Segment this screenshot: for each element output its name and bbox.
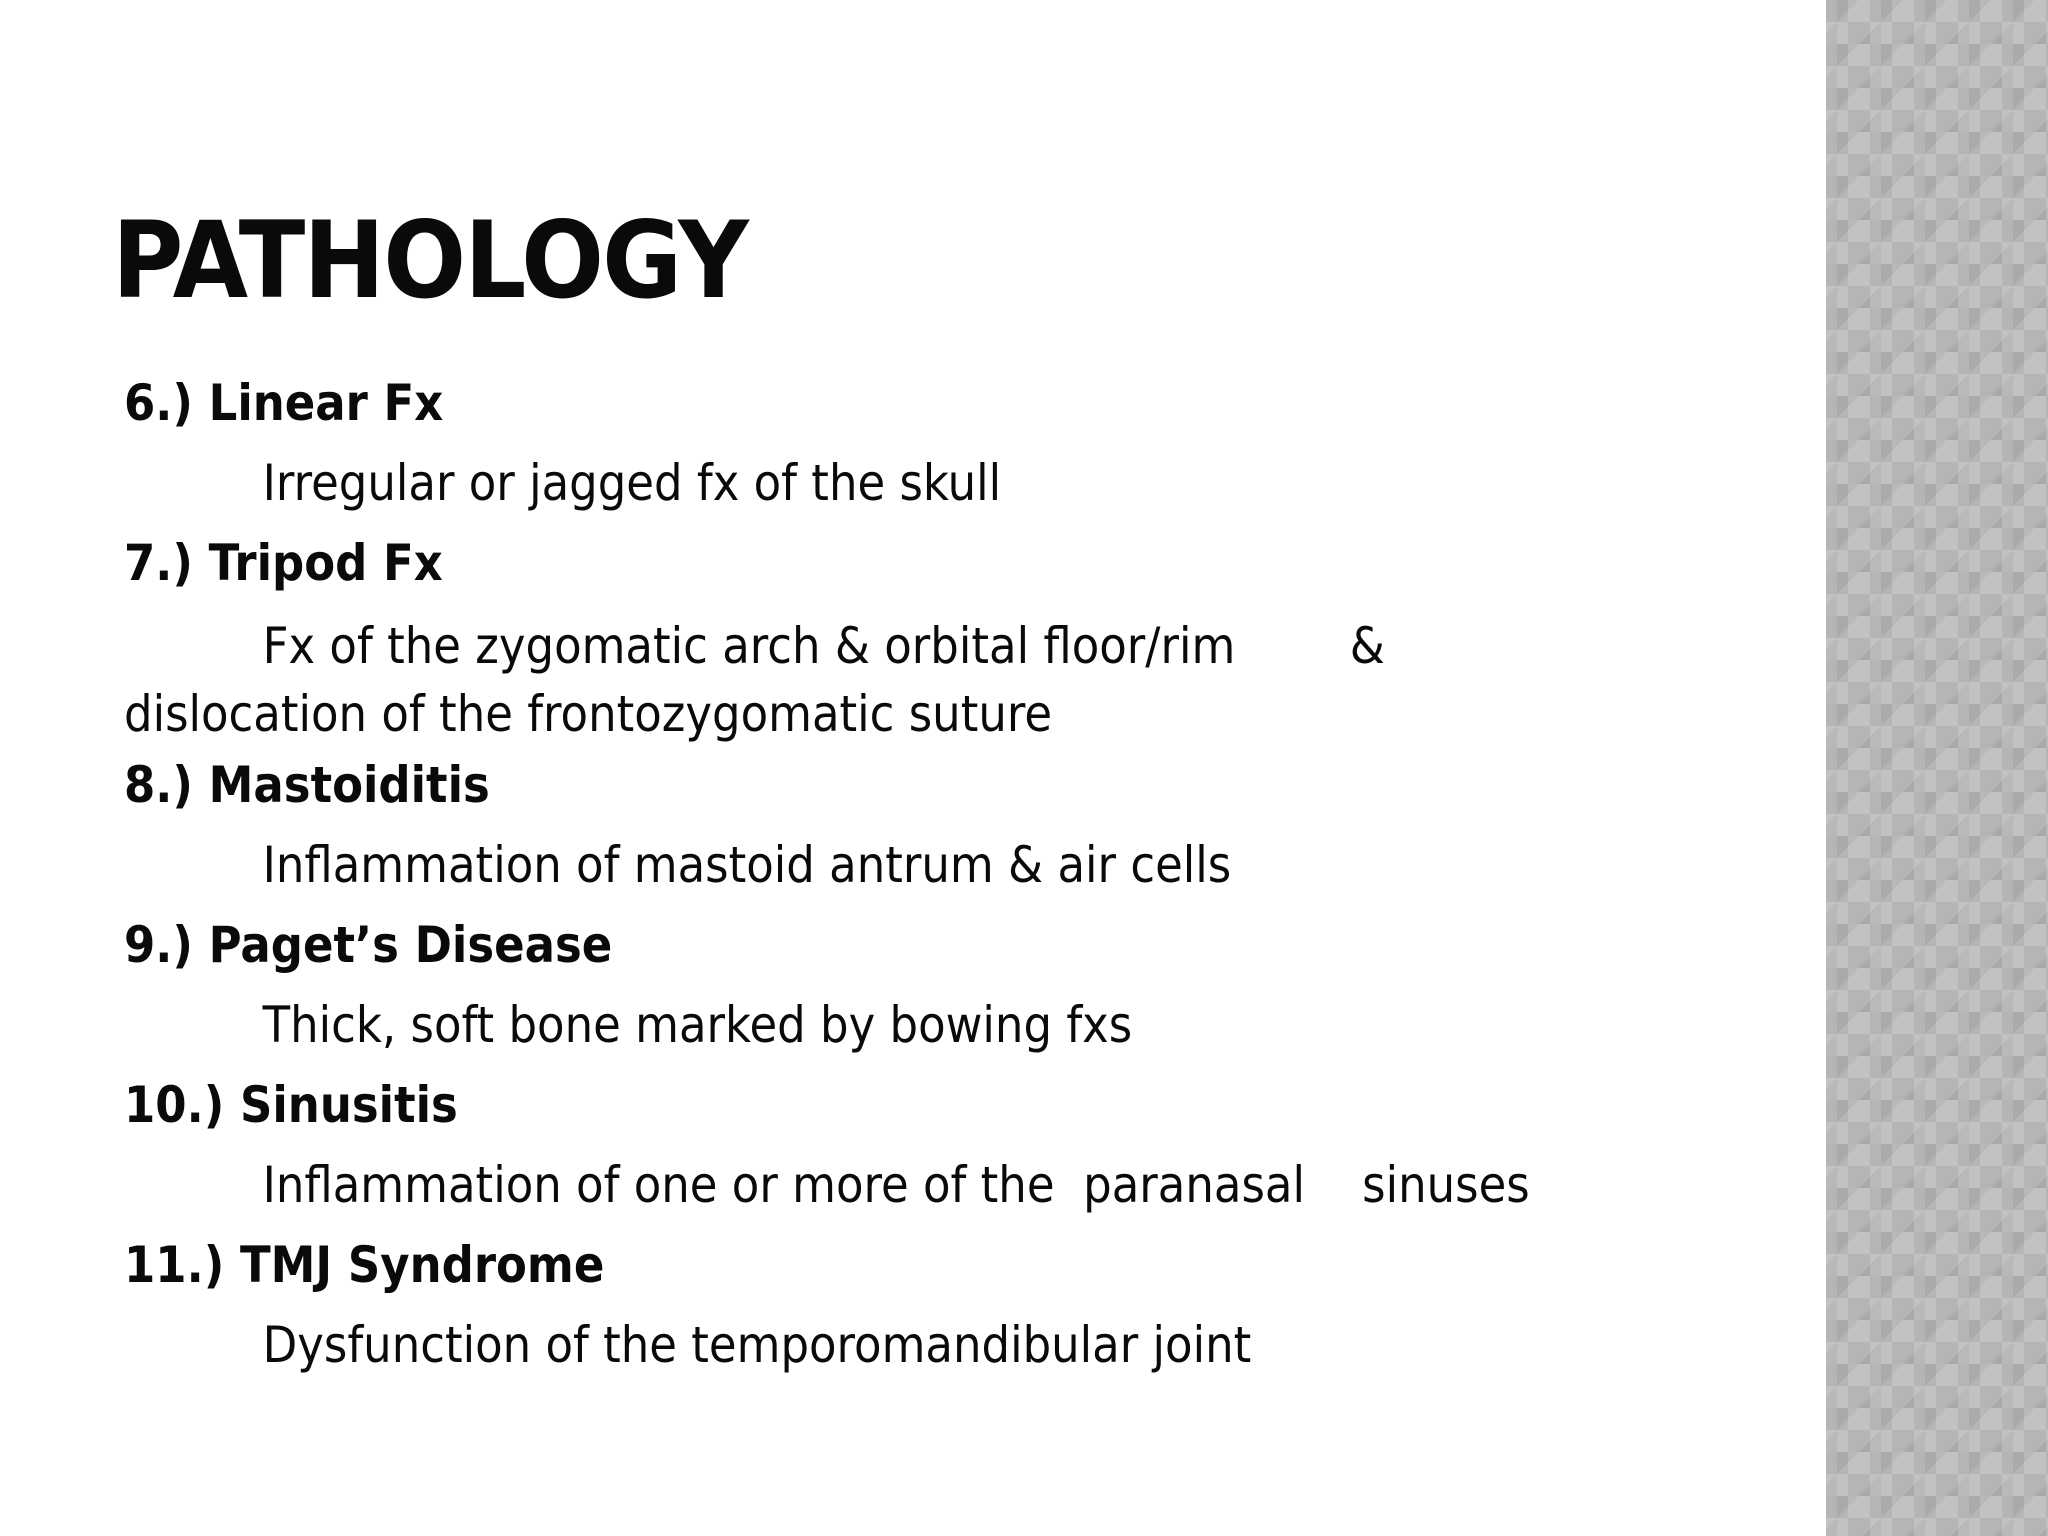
item-heading-tmj-syndrome: 11.) TMJ Syndrome (124, 1236, 605, 1294)
item-heading-sinusitis: 10.) Sinusitis (124, 1076, 458, 1134)
item-heading-tripod-fx: 7.) Tripod Fx (124, 534, 443, 592)
item-description-sinusitis: Inflammation of one or more of the paranasal sinuses (262, 1156, 1530, 1214)
item-description-tripod-fx-line1: Fx of the zygomatic arch & orbital floor/rim & (262, 617, 1385, 675)
item-description-tripod-fx-line2: dislocation of the frontozygomatic suture (124, 685, 1053, 743)
item-heading-mastoiditis: 8.) Mastoiditis (124, 756, 490, 814)
slide-title: PATHOLOGY (112, 199, 747, 322)
item-description-mastoiditis: Inflammation of mastoid antrum & air cells (262, 836, 1232, 894)
decorative-side-panel (1826, 0, 2048, 1536)
pathology-list (124, 374, 1724, 1400)
item-description-tmj-syndrome: Dysfunction of the temporomandibular joint (262, 1316, 1252, 1374)
item-heading-pagets-disease: 9.) Paget’s Disease (124, 916, 613, 974)
item-description-pagets-disease: Thick, soft bone marked by bowing fxs (262, 996, 1133, 1054)
item-description-tripod-fx (124, 612, 1564, 760)
item-description-linear-fx: Irregular or jagged fx of the skull (262, 454, 1002, 512)
item-heading-linear-fx: 6.) Linear Fx (124, 374, 444, 432)
